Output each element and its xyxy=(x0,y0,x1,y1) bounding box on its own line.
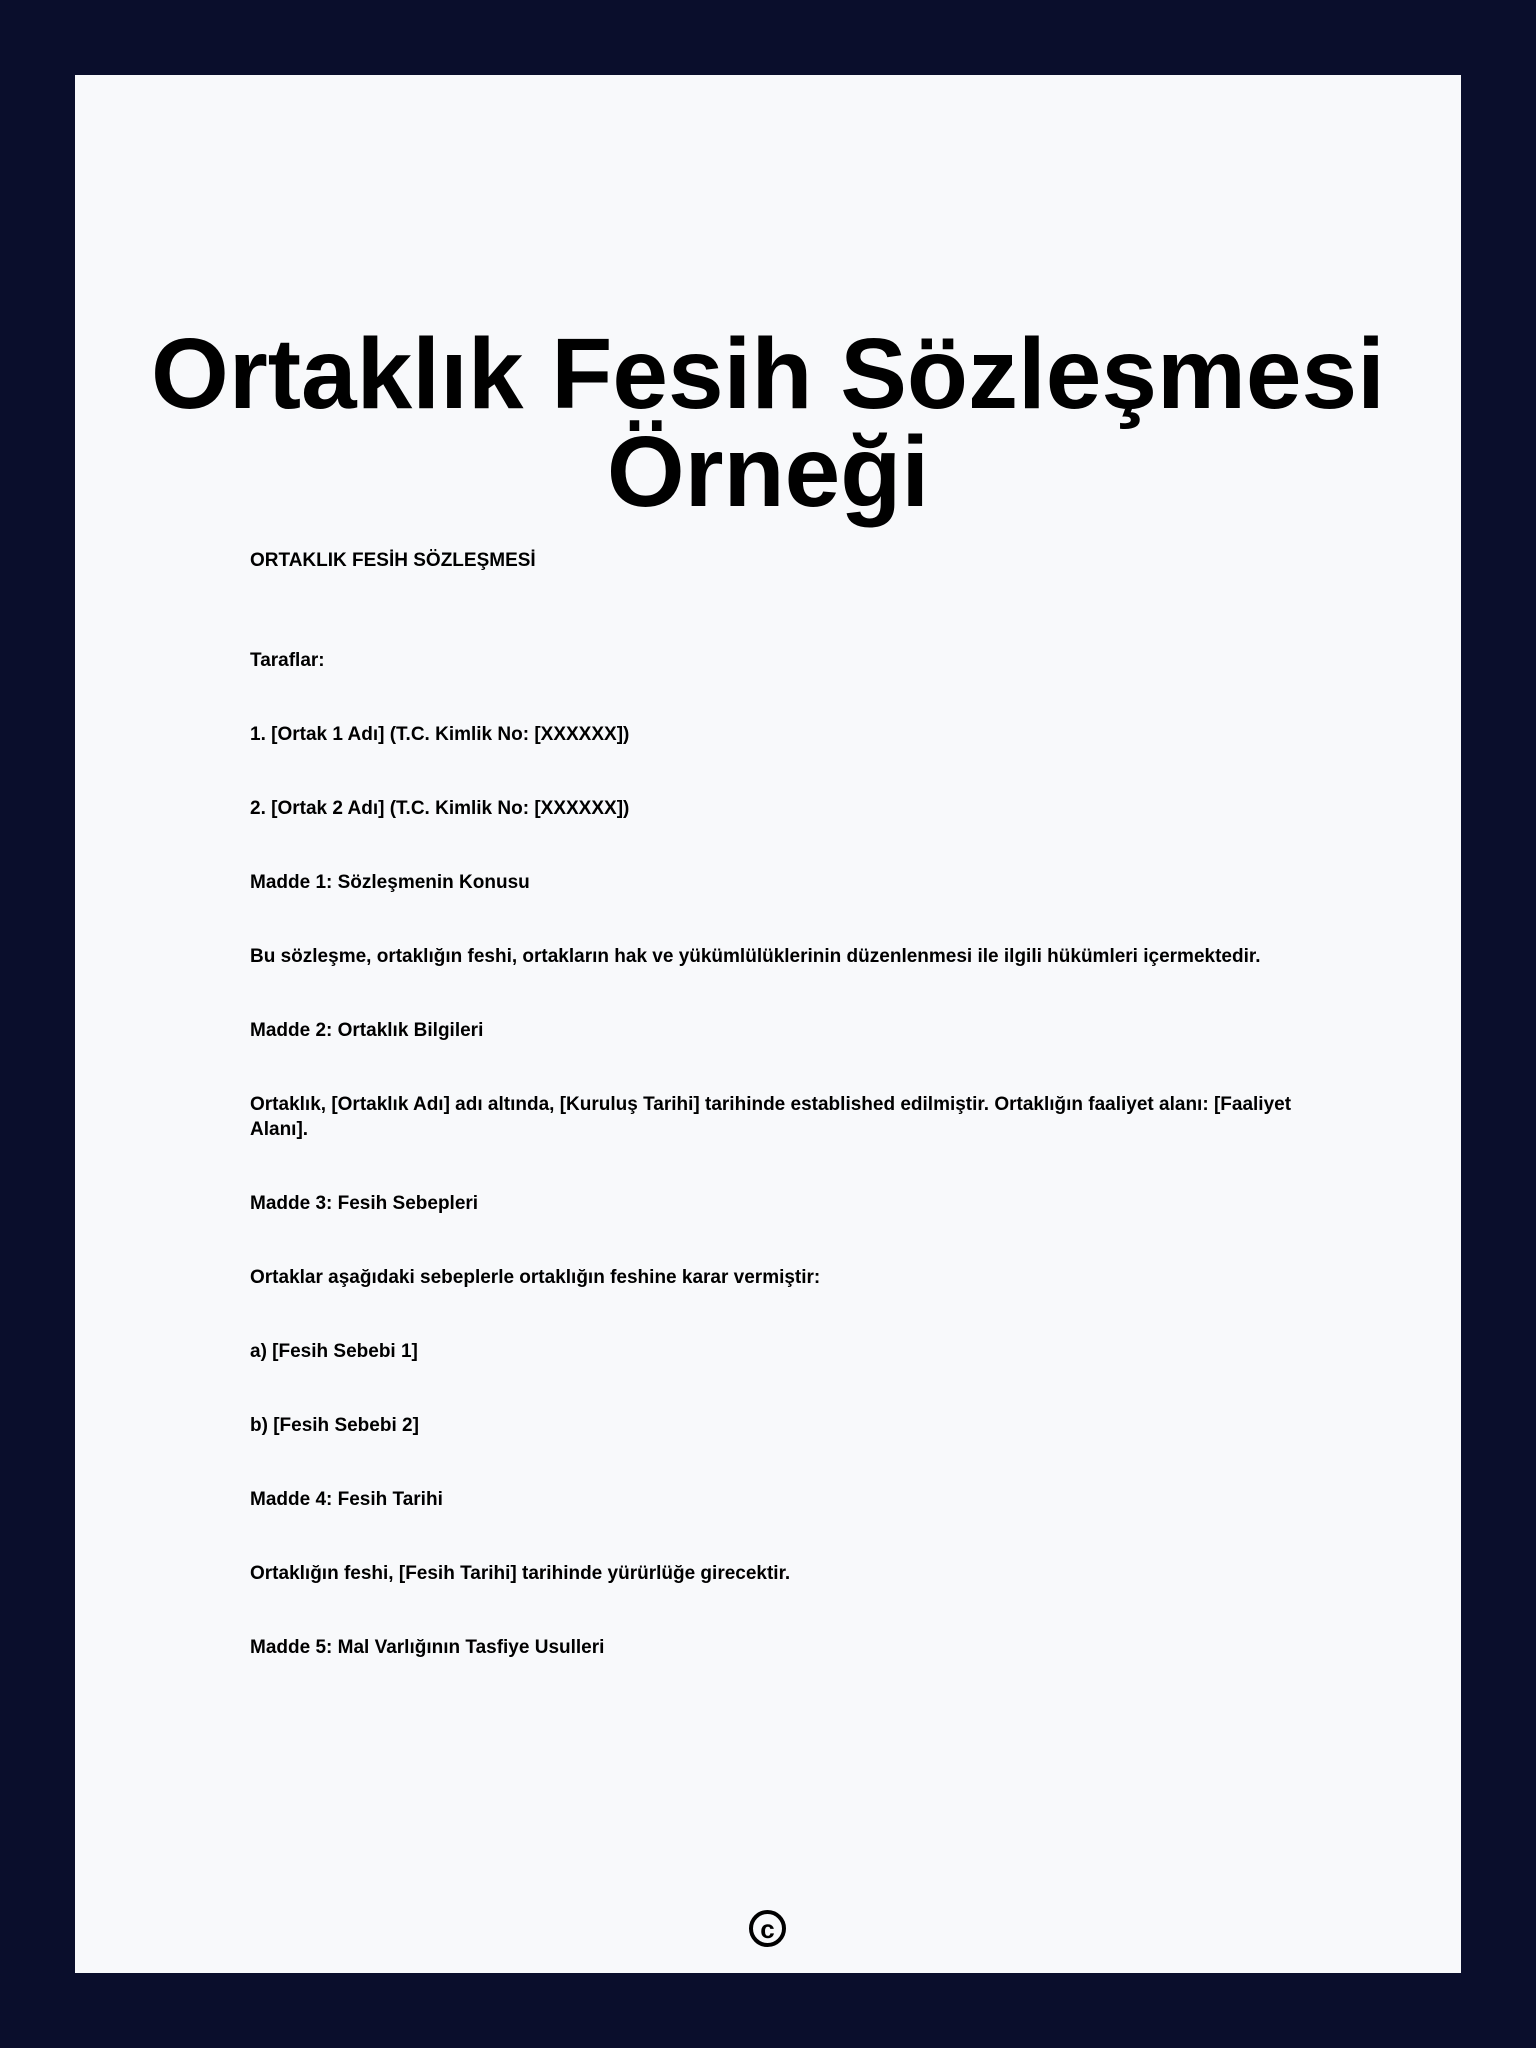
parties-label: Taraflar: xyxy=(250,650,325,671)
contract-heading: ORTAKLIK FESİH SÖZLEŞMESİ xyxy=(250,550,536,571)
copyright-letter: c xyxy=(760,1913,775,1944)
article-2-text: Ortaklık, [Ortaklık Adı] adı altında, [Kuruluş Tarihi] tarihinde established edilmiştir. Ortaklığın faaliyet alanı: [Faaliyet Alanı]. xyxy=(250,1094,1292,1140)
article-4-heading: Madde 4: Fesih Tarihi xyxy=(250,1489,443,1510)
page-title: Ortaklık Fesih Sözleşmesi Örneği xyxy=(151,318,1385,528)
party-1: 1. [Ortak 1 Adı] (T.C. Kimlik No: [XXXXXX]) xyxy=(250,724,630,745)
article-1-text: Bu sözleşme, ortaklığın feshi, ortakların hak ve yükümlülüklerinin düzenlenmesi ile ilgili hükümleri içermektedir. xyxy=(250,946,1261,967)
reason-b: b) [Fesih Sebebi 2] xyxy=(250,1415,419,1436)
article-2-heading: Madde 2: Ortaklık Bilgileri xyxy=(250,1020,484,1041)
copyright-icon xyxy=(749,1910,786,1947)
article-3-text: Ortaklar aşağıdaki sebeplerle ortaklığın feshine karar vermiştir: xyxy=(250,1267,821,1288)
document-body xyxy=(250,548,1300,1709)
article-4-text: Ortaklığın feshi, [Fesih Tarihi] tarihinde yürürlüğe girecektir. xyxy=(250,1563,791,1584)
document-page xyxy=(75,75,1461,1973)
reason-a: a) [Fesih Sebebi 1] xyxy=(250,1341,418,1362)
party-2: 2. [Ortak 2 Adı] (T.C. Kimlik No: [XXXXXX]) xyxy=(250,798,630,819)
article-5-heading: Madde 5: Mal Varlığının Tasfiye Usulleri xyxy=(250,1637,605,1658)
article-1-heading: Madde 1: Sözleşmenin Konusu xyxy=(250,872,530,893)
article-3-heading: Madde 3: Fesih Sebepleri xyxy=(250,1193,479,1214)
